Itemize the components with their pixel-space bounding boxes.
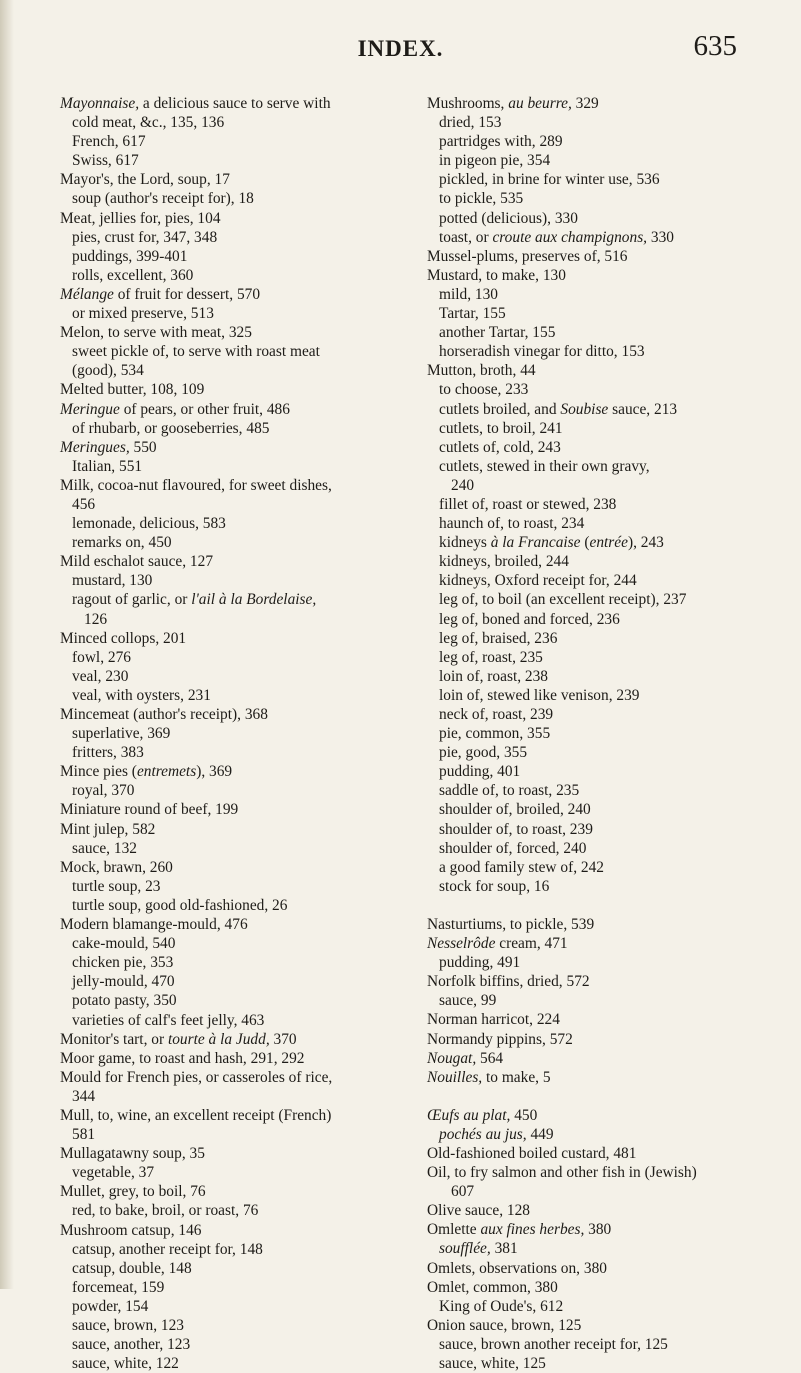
index-entry-text: ragout of garlic, or (72, 591, 192, 609)
index-entry-text: veal, 230 (72, 667, 129, 685)
index-entry (427, 1049, 772, 1068)
index-entry (427, 877, 772, 896)
index-entry (427, 323, 772, 342)
index-entry (60, 400, 412, 419)
index-entry-text: loin of, roast, 238 (439, 667, 549, 685)
index-entry (427, 1068, 772, 1087)
index-entry-text: Meat, jellies for, pies, 104 (60, 209, 221, 227)
index-entry-text: Oil, to fry salmon and other fish in (Jewish) (427, 1164, 697, 1182)
index-entry (60, 266, 412, 285)
index-entry (427, 629, 772, 648)
index-entry-text: sauce, brown another receipt for, 125 (439, 1335, 668, 1353)
index-entry-text: Mull, to, wine, an excellent receipt (French) (60, 1106, 332, 1124)
index-entry (427, 800, 772, 819)
index-entry-text: ), 243 (627, 534, 664, 552)
index-entry-text: shoulder of, broiled, 240 (439, 801, 591, 819)
index-entry-text: Norman harricot, 224 (427, 1011, 560, 1029)
index-entry-text: superlative, 369 (72, 725, 171, 743)
index-entry (60, 94, 412, 113)
page-title: INDEX. (357, 36, 444, 61)
index-entry-italic-text: aux fines herbes, (480, 1221, 585, 1239)
index-entry (60, 762, 412, 781)
index-entry (60, 1316, 412, 1335)
index-entry-text: a delicious sauce to serve with (139, 95, 331, 112)
index-entry (427, 858, 772, 877)
index-entry (427, 1125, 772, 1144)
index-entry-text: leg of, roast, 235 (439, 648, 543, 666)
index-entry (60, 972, 412, 991)
index-entry (60, 1240, 412, 1259)
index-entry-italic-text: pochés au jus, (439, 1125, 527, 1143)
index-entry-italic-text: Œufs au plat, (427, 1106, 511, 1124)
index-entry-text: pie, good, 355 (439, 744, 528, 762)
index-entry (60, 1125, 412, 1144)
index-entry-text: Mustard, to make, 130 (427, 266, 566, 284)
index-entry-italic-text: au beurre, (508, 95, 572, 112)
index-entry-text: puddings, 399-401 (72, 247, 188, 265)
index-entry-text: in pigeon pie, 354 (439, 152, 551, 170)
index-entry-text: soup (author's receipt for), 18 (72, 190, 254, 208)
index-entry-text: Melon, to serve with meat, 325 (60, 324, 252, 342)
index-entry (60, 170, 412, 189)
index-entry (60, 533, 412, 552)
index-entry-text: cutlets, to broil, 241 (439, 419, 563, 437)
index-entry (60, 380, 412, 399)
index-entry (427, 495, 772, 514)
index-entry-text: pudding, 401 (439, 763, 521, 781)
index-entry-text: Omlets, observations on, 380 (427, 1259, 607, 1277)
index-entry (60, 858, 412, 877)
index-entry (60, 1163, 412, 1182)
index-entry (60, 1011, 412, 1030)
index-entry-text: 456 (72, 495, 96, 513)
index-entry-text: horseradish vinegar for ditto, 153 (439, 343, 645, 361)
index-entry-text: sauce, brown, 123 (72, 1317, 184, 1334)
index-column-right (427, 94, 772, 1373)
index-entry-text: another Tartar, 155 (439, 324, 556, 342)
index-entry-text: sauce, white, 122 (72, 1355, 179, 1373)
index-entry (60, 189, 412, 208)
index-entry (427, 342, 772, 361)
index-entry-text: (good), 534 (72, 362, 144, 380)
book-binding-shadow (0, 0, 14, 1289)
page-header (0, 30, 801, 70)
index-entry-text: to pickle, 535 (439, 190, 524, 208)
index-entry-text: Mock, brawn, 260 (60, 858, 173, 876)
index-entry (427, 285, 772, 304)
index-entry-text: potato pasty, 350 (72, 992, 177, 1010)
index-entry (60, 1106, 412, 1125)
index-entry (427, 228, 772, 247)
index-entry-text: kidneys (439, 534, 491, 552)
index-entry-italic-text: Meringues, (60, 438, 130, 456)
index-entry (427, 247, 772, 266)
index-entry (427, 476, 772, 495)
index-entry-text: Minced collops, 201 (60, 629, 187, 647)
index-entry-text: 330 (647, 228, 674, 246)
index-entry-text: Omlet, common, 380 (427, 1278, 558, 1296)
index-entry (60, 686, 412, 705)
index-entry-text: potted (delicious), 330 (439, 209, 578, 227)
index-entry-text: 450 (510, 1106, 538, 1124)
index-entry (427, 762, 772, 781)
index-entry (427, 1163, 772, 1182)
index-entry (60, 1087, 412, 1106)
index-entry (427, 361, 772, 380)
index-entry-text: cream, 471 (495, 935, 568, 953)
index-entry (60, 705, 412, 724)
index-entry-text: King of Oude's, 612 (439, 1297, 564, 1315)
index-entry (427, 1316, 772, 1335)
index-entry (427, 533, 772, 552)
index-entry-text: Norfolk biffins, dried, 572 (427, 973, 590, 991)
index-entry (60, 820, 412, 839)
index-entry (427, 170, 772, 189)
index-entry-text: of fruit for dessert, 570 (113, 285, 261, 303)
index-entry (60, 991, 412, 1010)
index-entry-text: catsup, double, 148 (72, 1259, 192, 1277)
index-entry (60, 724, 412, 743)
index-entry (60, 1297, 412, 1316)
index-entry (427, 1297, 772, 1316)
index-entry-text: sauce, white, 125 (439, 1355, 546, 1372)
index-entry-text: Melted butter, 108, 109 (60, 381, 205, 399)
index-entry-text: mild, 130 (439, 285, 498, 303)
index-entry-text: Mould for French pies, or casseroles of rice, (60, 1068, 333, 1086)
index-entry-text: Miniature round of beef, 199 (60, 801, 239, 819)
index-entry (427, 1030, 772, 1049)
index-entry-text: Monitor's tart, or (60, 1030, 168, 1048)
index-entry (427, 839, 772, 858)
index-entry-text: Moor game, to roast and hash, 291, 292 (60, 1049, 305, 1067)
index-entry (427, 380, 772, 399)
index-entry-text: leg of, boned and forced, 236 (439, 610, 620, 628)
index-entry (60, 1030, 412, 1049)
index-entry-text: Mutton, broth, 44 (427, 362, 536, 380)
index-entry-italic-text: croute aux champignons, (492, 228, 648, 246)
index-entry-text: Normandy pippins, 572 (427, 1030, 573, 1048)
index-entry-italic-text: entrée (589, 534, 628, 552)
index-entry-text: sauce, 99 (439, 992, 497, 1010)
index-entry-italic-text: entremets (136, 763, 197, 781)
index-entry (427, 1220, 772, 1239)
index-entry (60, 438, 412, 457)
index-entry-italic-text: Nesselrôde (427, 935, 496, 953)
index-entry (427, 686, 772, 705)
index-entry (60, 1201, 412, 1220)
index-entry-text: Mullet, grey, to boil, 76 (60, 1183, 206, 1201)
index-entry (60, 419, 412, 438)
index-entry (427, 209, 772, 228)
index-entry-text: Mushroom catsup, 146 (60, 1221, 202, 1239)
index-entry-text: sauce, 132 (72, 839, 137, 857)
index-entry (60, 209, 412, 228)
index-entry (60, 610, 412, 629)
index-entry (427, 552, 772, 571)
index-entry (427, 1201, 772, 1220)
index-entry-text: varieties of calf's feet jelly, 463 (72, 1011, 265, 1029)
index-entry-text: turtle soup, 23 (72, 877, 161, 895)
index-entry (427, 590, 772, 609)
index-entry-text: 564 (476, 1049, 504, 1067)
index-entry-italic-text: Meringue (60, 400, 120, 418)
index-entry (60, 304, 412, 323)
index-entry (427, 514, 772, 533)
index-entry (60, 877, 412, 896)
index-entry-text: forcemeat, 159 (72, 1278, 165, 1296)
index-entry (60, 667, 412, 686)
index-entry-text: toast, or (439, 228, 493, 246)
index-entry-text: Tartar, 155 (439, 305, 506, 323)
index-entry-text: cold meat, &c., 135, 136 (72, 114, 225, 132)
index-entry-text: pudding, 491 (439, 954, 521, 972)
index-entry-text: shoulder of, to roast, 239 (439, 820, 593, 838)
index-entry (60, 151, 412, 170)
index-entry (60, 113, 412, 132)
index-entry (427, 724, 772, 743)
index-entry (427, 1010, 772, 1029)
index-entry-text: cutlets, stewed in their own gravy, (439, 457, 650, 475)
index-entry-text: or mixed preserve, 513 (72, 305, 214, 323)
index-entry (427, 953, 772, 972)
page-number: 635 (693, 30, 737, 62)
index-entry (60, 953, 412, 972)
index-entry (427, 457, 772, 476)
index-entry-text: royal, 370 (72, 782, 135, 800)
index-entry-text: 344 (72, 1087, 96, 1105)
index-entry-italic-text: soufflée, (439, 1240, 491, 1258)
index-entry-italic-text: Nougat, (427, 1049, 477, 1067)
index-entry (427, 820, 772, 839)
index-entry-italic-text: à la Francaise (490, 534, 581, 552)
index-entry-text: leg of, braised, 236 (439, 629, 558, 647)
index-entry-text: 550 (129, 438, 157, 456)
index-entry (427, 934, 772, 953)
index-entry-text: mustard, 130 (72, 572, 153, 590)
index-entry-italic-text: Mayonnaise, (60, 95, 140, 112)
index-entry-text: cutlets broiled, and (439, 400, 561, 418)
index-entry-text: fillet of, roast or stewed, 238 (439, 495, 617, 513)
index-entry-text: ( (580, 534, 590, 552)
index-entry-text: stock for soup, 16 (439, 877, 550, 895)
index-entry-text: 370 (269, 1030, 297, 1048)
index-entry-italic-text: tourte à la Judd, (167, 1030, 270, 1048)
index-entry (427, 705, 772, 724)
index-entry (427, 113, 772, 132)
index-entry (427, 743, 772, 762)
index-entry (60, 1354, 412, 1373)
index-entry (427, 94, 772, 113)
index-entry (60, 495, 412, 514)
index-entry-text: 581 (72, 1126, 96, 1144)
index-entry-text: 126 (84, 610, 108, 628)
index-entry-text: pies, crust for, 347, 348 (72, 228, 218, 246)
index-entry-text: red, to bake, broil, or roast, 76 (72, 1202, 259, 1220)
index-entry (427, 571, 772, 590)
index-entry-text: remarks on, 450 (72, 534, 172, 552)
index-entry-text: haunch of, to roast, 234 (439, 515, 585, 533)
index-entry-text: Swiss, 617 (72, 152, 139, 170)
index-entry (60, 915, 412, 934)
index-entry-text: fowl, 276 (72, 648, 131, 666)
index-entry-text: ), 369 (196, 763, 233, 781)
index-entry-text: Mussel-plums, preserves of, 516 (427, 247, 628, 265)
index-entry-text: shoulder of, forced, 240 (439, 839, 587, 857)
index-entry-text: neck of, roast, 239 (439, 706, 554, 723)
index-entry-text: 240 (451, 476, 475, 494)
index-entry-text: 329 (571, 95, 599, 112)
index-entry-text: 381 (490, 1240, 518, 1258)
index-entry-text: sauce, another, 123 (72, 1336, 191, 1354)
index-entry-text: catsup, another receipt for, 148 (72, 1240, 263, 1258)
index-entry-text: cake-mould, 540 (72, 935, 176, 953)
index-entry-italic-text: Soubise (560, 400, 609, 418)
index-entry (60, 514, 412, 533)
index-entry (60, 1335, 412, 1354)
index-entry-text: of pears, or other fruit, 486 (119, 400, 290, 418)
index-entry (60, 648, 412, 667)
index-entry-text: Mullagatawny soup, 35 (60, 1145, 205, 1163)
index-entry (60, 228, 412, 247)
index-entry-italic-text: l'ail à la Bordelaise, (191, 591, 317, 609)
index-entry (60, 1144, 412, 1163)
index-entry-text: leg of, to boil (an excellent receipt), 237 (439, 591, 687, 609)
index-entry (60, 1182, 412, 1201)
index-entry (60, 552, 412, 571)
index-entry-text: dried, 153 (439, 114, 502, 132)
index-entry-text: Onion sauce, brown, 125 (427, 1316, 582, 1334)
index-entry (60, 1068, 412, 1087)
index-entry (427, 151, 772, 170)
index-entry-text: Mayor's, the Lord, soup, 17 (60, 171, 230, 189)
index-entry-text: fritters, 383 (72, 744, 144, 762)
index-entry-text: chicken pie, 353 (72, 954, 174, 972)
index-entry (427, 419, 772, 438)
index-entry (60, 800, 412, 819)
index-entry (427, 304, 772, 323)
index-entry-text: vegetable, 37 (72, 1164, 155, 1182)
index-entry (427, 400, 772, 419)
index-entry (60, 247, 412, 266)
index-entry-text: Mincemeat (author's receipt), 368 (60, 706, 268, 723)
index-entry (427, 438, 772, 457)
index-entry (427, 266, 772, 285)
index-entry-text: turtle soup, good old-fashioned, 26 (72, 896, 288, 914)
index-entry-text: 449 (526, 1125, 554, 1143)
index-entry-text: 380 (584, 1221, 612, 1239)
index-entry (427, 1182, 772, 1201)
index-entry (427, 1239, 772, 1258)
index-entry-text: sauce, 213 (608, 400, 678, 418)
index-entry (427, 1144, 772, 1163)
index-entry (427, 991, 772, 1010)
index-entry-text: partridges with, 289 (439, 133, 563, 151)
index-entry (60, 934, 412, 953)
index-entry (60, 629, 412, 648)
index-entry (60, 781, 412, 800)
index-entry-text: Mushrooms, (427, 95, 509, 112)
index-entry-text: veal, with oysters, 231 (72, 686, 211, 704)
index-entry-text: pickled, in brine for winter use, 536 (439, 171, 660, 189)
index-entry (60, 1259, 412, 1278)
index-entry (427, 648, 772, 667)
index-entry (60, 361, 412, 380)
index-entry (427, 189, 772, 208)
index-entry (60, 323, 412, 342)
index-entry-text: lemonade, delicious, 583 (72, 515, 226, 533)
index-entry (60, 743, 412, 762)
index-entry-text: pie, common, 355 (439, 725, 551, 743)
index-column-left (60, 94, 412, 1373)
index-entry (427, 1335, 772, 1354)
index-entry-text: kidneys, Oxford receipt for, 244 (439, 572, 637, 590)
index-entry-text: loin of, stewed like venison, 239 (439, 686, 640, 704)
index-entry-text: to make, 5 (482, 1068, 551, 1086)
index-entry (427, 610, 772, 629)
index-entry (60, 285, 412, 304)
index-entry-text: cutlets of, cold, 243 (439, 438, 561, 456)
index-entry (60, 896, 412, 915)
index-entry-text: powder, 154 (72, 1297, 149, 1315)
index-entry (60, 1049, 412, 1068)
index-entry-text: Old-fashioned boiled custard, 481 (427, 1144, 637, 1162)
index-entry (60, 1278, 412, 1297)
index-entry-text: 607 (451, 1183, 475, 1201)
index-entry-text: Mince pies ( (60, 763, 137, 781)
index-entry (60, 1221, 412, 1240)
index-entry (427, 1106, 772, 1125)
index-entry-italic-text: Mélange (60, 285, 114, 303)
index-entry (427, 132, 772, 151)
index-entry-text: rolls, excellent, 360 (72, 266, 194, 284)
index-entry-text: to choose, 233 (439, 381, 529, 399)
index-entry-text: French, 617 (72, 133, 146, 151)
index-entry-text: Italian, 551 (72, 457, 143, 475)
index-entry (427, 972, 772, 991)
index-entry-text: a good family stew of, 242 (439, 858, 604, 876)
index-entry-text: Nasturtiums, to pickle, 539 (427, 915, 595, 933)
index-entry (427, 915, 772, 934)
index-entry (427, 1278, 772, 1297)
index-entry-text: kidneys, broiled, 244 (439, 553, 569, 571)
index-entry (60, 342, 412, 361)
index-entry (60, 132, 412, 151)
index-entry-text: Milk, cocoa-nut flavoured, for sweet dishes, (60, 476, 332, 494)
index-entry-text: jelly-mould, 470 (72, 973, 175, 991)
index-entry-text: Modern blamange-mould, 476 (60, 916, 248, 934)
index-entry-text: sweet pickle of, to serve with roast meat (72, 343, 320, 361)
index-entry (427, 1354, 772, 1373)
index-entry-text: Mild eschalot sauce, 127 (60, 553, 214, 571)
index-entry (427, 667, 772, 686)
index-entry-italic-text: Nouilles, (427, 1068, 483, 1086)
index-entry-text: of rhubarb, or gooseberries, 485 (72, 419, 270, 437)
index-entry-text: saddle of, to roast, 235 (439, 782, 580, 800)
index-entry (60, 476, 412, 495)
index-entry (60, 839, 412, 858)
index-entry (427, 781, 772, 800)
index-entry-text: Omlette (427, 1221, 481, 1239)
index-entry-text: Olive sauce, 128 (427, 1202, 531, 1220)
index-entry (60, 590, 412, 609)
index-entry-text: Mint julep, 582 (60, 820, 156, 838)
index-entry (60, 571, 412, 590)
index-entry (427, 1259, 772, 1278)
index-entry (60, 457, 412, 476)
